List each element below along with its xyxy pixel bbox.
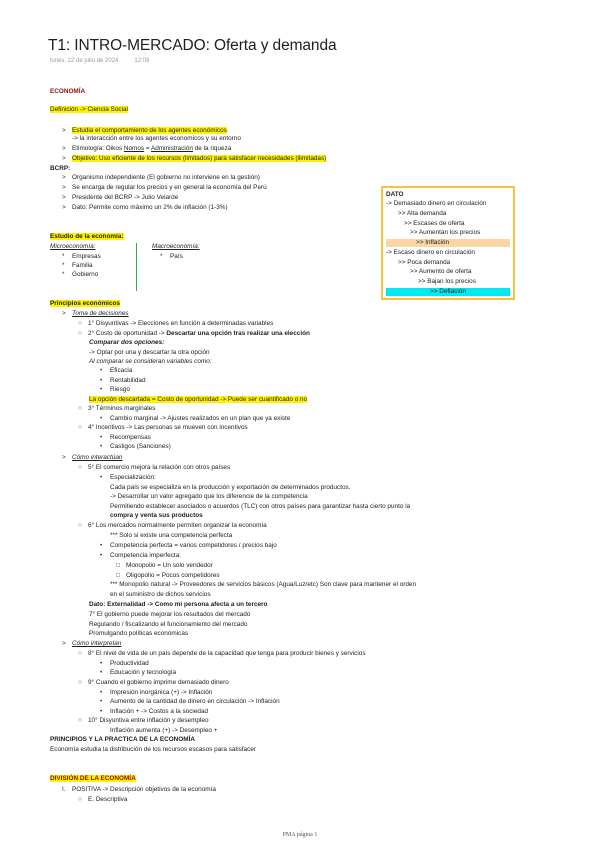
principios-text: Principios económicos (50, 300, 120, 307)
definicion-line (50, 106, 128, 114)
dinero-item: • Aumento de la cantidad de dinero en circulación -> Inflación (100, 698, 280, 705)
dato-line: -> Escaso dinero en circulación (386, 249, 475, 256)
bcrp-item: > Organismo independiente (El gobierno no interviene en la gestión) (62, 174, 260, 181)
bcrp-item-text: Se encarga de regular los precios y en general la economía del Perú (72, 184, 267, 191)
micro-item-text: Familia (72, 262, 93, 269)
inflacion-text: >> Inflación (416, 239, 450, 246)
bullet-estudia-text: Estudia el comportamiento de los agentes económicos (72, 127, 227, 134)
interpretan-heading: > Cómo interpretan (62, 640, 122, 647)
micro-item-text: Gobierno (72, 271, 99, 278)
principio-8-text: 8° El nivel de vida de un país depende de la capacidad que tenga para producir bienes y servicios (88, 650, 366, 657)
especializacion-2: -> Desarrollar un valor agregado que los diferencie de la competencia (110, 493, 308, 500)
page-date (50, 58, 149, 64)
inflacion-row (386, 239, 510, 247)
nivel-item: • Educación y tecnología (100, 669, 177, 676)
bcrp-item: > Presidente del BCRP -> Julio Velarde (62, 194, 179, 201)
principio-6-text: 6° Los mercados normalmente permiten organizar la economía (88, 522, 267, 529)
principio-5-text: 5° El comercio mejora la relación con otros países (88, 464, 231, 471)
micro-heading: Microeconomía: (50, 243, 96, 250)
division-positiva: I. POSITIVA -> Descripción objetivos de la economía (62, 786, 216, 793)
principio-10: ○ 10° Disyuntiva entre inflación y desempleo (78, 717, 209, 724)
bcrp-item-text: Organismo independiente (El gobierno no interviene en la gestión) (72, 174, 260, 181)
bullet-estudia: > Estudia el comportamiento de los agentes económicos (62, 127, 227, 134)
interpretan-text: Cómo interpretan (72, 640, 122, 647)
principio-2-variables: Al comparar se consideran variables como: (89, 358, 212, 365)
dato-line: >> Aumentan los precios (410, 229, 481, 236)
principio-2-comparar: Comparar dos opciones: (89, 339, 165, 346)
incentivo-item-text: Recompensas (110, 434, 151, 441)
time-text: 12:08 (134, 58, 150, 64)
principio-6: ○ 6° Los mercados normalmente permiten organizar la economía (78, 522, 267, 529)
variable-item-text: Eficacia (110, 367, 133, 374)
opcion-descartada (89, 396, 307, 404)
divider-line (136, 243, 137, 291)
heading-bcrp: BCRP: (50, 165, 71, 172)
practica-heading: PRINCIPIOS Y LA PRACTICA DE LA ECONOMÍA (50, 736, 195, 743)
bullet-objetivo: > Objetivo: Uso eficiente de los recursos (limitados) para satisfacer necesidades (ilimitadas) (62, 155, 327, 162)
competencia-imperfecta-text: Competencia imperfecta: (110, 552, 182, 559)
division-positiva-text: POSITIVA -> Descripción objetivos de la economía (72, 786, 216, 793)
deflacion-text: >> Deflación (430, 288, 466, 295)
bcrp-item-text: Presidente del BCRP -> Julio Velarde (72, 194, 179, 201)
nivel-item: • Productividad (100, 660, 149, 667)
micro-item-text: Empresas (72, 253, 101, 260)
principio-7-b: Promulgando políticas económicas (89, 630, 189, 637)
estudio-heading (50, 233, 124, 241)
etimologia-b: Nomos (123, 145, 145, 152)
definicion-text: Definición -> Ciencia Social (50, 106, 128, 113)
principio-8: ○ 8° El nivel de vida de un país depende de la capacidad que tenga para producir bienes y servicios (78, 650, 366, 657)
page-title: T1: INTRO-MERCADO: Oferta y demanda (48, 37, 337, 54)
monopolio-item: □ Monopolio = Un solo vendedor (116, 562, 213, 569)
objetivo-text: Objetivo: Uso eficiente de los recursos (limitados) para satisfacer necesidades (ilimitadas) (72, 155, 327, 162)
competencia-perfecta-text: Competencia perfecta = varios competidores / precios bajo (110, 542, 277, 549)
principio-3-item-text: Cambio marginal -> Ajustes realizados en un plan que ya existe (110, 415, 291, 422)
bcrp-item-text: Dato: Permite como máximo un 2% de inflación (1-3%) (72, 204, 228, 211)
dato-line: >> Bajan los precios (418, 278, 476, 285)
etimologia-e: de la riqueza (192, 145, 232, 152)
dinero-item: • Inflación + -> Costos a la sociedad (100, 708, 209, 715)
deflacion-highlight (386, 288, 510, 296)
division-heading (50, 775, 136, 783)
dinero-item-text: Aumento de la cantidad de dinero en circulación -> Inflación (110, 698, 280, 705)
monopolio-natural-2: en el suministro de dichos servicios (110, 591, 211, 598)
principio-3: ○ 3° Términos marginales (78, 405, 156, 412)
oligopolio-text: Oligopolio = Pocos competidores (126, 572, 220, 579)
macro-heading: Macroeconomía: (152, 243, 200, 250)
etimologia-d: Administración (151, 145, 193, 152)
dinero-item: • Impresión inorgánica (+) -> Inflación (100, 689, 213, 696)
principio-4: ○ 4° Incentivos -> Las personas se mueven con incentivos (78, 424, 248, 431)
page-footer: PMA página 1 (282, 832, 318, 838)
division-descriptiva-text: E. Descriptiva (88, 796, 128, 803)
principio-7: 7° El gobierno puede mejorar los resultados del mercado (89, 611, 251, 618)
dinero-item-text: Inflación + -> Costos a la sociedad (110, 708, 209, 715)
principio-3-text: 3° Términos marginales (88, 405, 156, 412)
incentivo-item: • Recompensas (100, 434, 151, 441)
heading-economia: ECONOMÍA (50, 88, 86, 95)
variable-item: • Rentabilidad (100, 377, 146, 384)
principio-2-b: Descartar una opción tras realizar una elección (166, 330, 310, 337)
division-descriptiva: ○ E. Descriptiva (78, 796, 128, 803)
micro-item: * Familia (62, 262, 93, 269)
principio-10-text: 10° Disyuntiva entre inflación y desempleo (88, 717, 209, 724)
principio-1-text: 1° Disyuntivas -> Elecciones en función a determinadas variables (88, 320, 274, 327)
competencia-imperfecta: • Competencia imperfecta: (100, 552, 182, 559)
dato-line: >> Alta demanda (398, 210, 447, 217)
principio-9-text: 9° Cuando el gobierno imprime demasiado dinero (88, 679, 229, 686)
etimologia-c: = (144, 145, 152, 152)
toma-text: Toma de decisiones (72, 310, 129, 317)
estudio-text: Estudio de la economía: (50, 233, 124, 240)
etimologia-a: Etimología: Oikos (72, 145, 124, 152)
micro-item: * Empresas (62, 253, 101, 260)
toma-heading: > Toma de decisiones (62, 310, 129, 317)
principios-heading (50, 300, 120, 308)
dato-line: >> Aumento de oferta (410, 268, 472, 275)
oligopolio-item: □ Oligopolio = Pocos competidores (116, 572, 220, 579)
interactuan-heading: > Cómo interactúan (62, 454, 123, 461)
micro-item: * Gobierno (62, 271, 99, 278)
bullet-estudia-sub: -> la interacción entre los agentes economicos y su entorno (72, 135, 241, 142)
especializacion-1: Cada país se especializa en la producción y exportación de determinados productos. (110, 484, 351, 491)
bcrp-item: > Se encarga de regular los precios y en general la economía del Perú (62, 184, 267, 191)
especializacion-3: Permitiendo establecer asociados o acuerdos (TLC) con otros países para garantizar hasta cierto punto la (110, 503, 411, 510)
dato-line: -> Demasiado dinero en circulación (386, 200, 487, 207)
principio-2-a: 2° Costo de oportunidad -> (88, 330, 167, 337)
competencia-note: *** Solo si existe una competencia perfecta (110, 532, 233, 539)
dato-line: >> Escases de oferta (404, 220, 465, 227)
interactuan-text: Cómo interactúan (72, 454, 123, 461)
monopolio-text: Monopolio = Un solo vendedor (126, 562, 213, 569)
especializacion: • Especialización: (100, 474, 156, 481)
dato-title: DATO (386, 191, 404, 198)
variable-item-text: Rentabilidad (110, 377, 146, 384)
variable-item-text: Riesgo (110, 386, 130, 393)
deflacion-row (386, 288, 510, 296)
incentivo-item: • Castigos (Sanciones) (100, 443, 171, 450)
principio-1: ○ 1° Disyuntivas -> Elecciones en función a determinadas variables (78, 320, 274, 327)
especializacion-4: compra y venta sus productos (110, 512, 203, 519)
macro-item: * País (160, 253, 183, 260)
incentivo-item-text: Castigos (Sanciones) (110, 443, 171, 450)
variable-item: • Eficacia (100, 367, 133, 374)
dato-line: >> Poca demanda (398, 259, 451, 266)
practica-text: Economía estudia la distribución de los recursos escasos para satisfacer (50, 746, 257, 753)
inflacion-highlight (386, 239, 510, 247)
principio-10-a: Inflación aumenta (+) -> Desempleo + (110, 727, 218, 734)
variable-item: • Riesgo (100, 386, 130, 393)
principio-2: ○ 2° Costo de oportunidad -> Descartar una opción tras realizar una elección (78, 330, 310, 337)
especializacion-text: Especialización: (110, 474, 156, 481)
principio-5: ○ 5° El comercio mejora la relación con otros países (78, 464, 231, 471)
principio-2-optar: -> Optar por una y descartar la otra opción (89, 349, 210, 356)
principio-3-item: • Cambio marginal -> Ajustes realizados en un plan que ya existe (100, 415, 291, 422)
bcrp-item: > Dato: Permite como máximo un 2% de inflación (1-3%) (62, 204, 228, 211)
division-text: DIVISIÓN DE LA ECONOMÍA (50, 775, 136, 782)
principio-9: ○ 9° Cuando el gobierno imprime demasiado dinero (78, 679, 229, 686)
macro-item-text: País (170, 253, 183, 260)
dinero-item-text: Impresión inorgánica (+) -> Inflación (110, 689, 213, 696)
principio-7-a: Regulando / fiscalizando el funcionamiento del mercado (89, 621, 248, 628)
externalidad: Dato: Externalidad -> Como mi persona afecta a un tercero (89, 601, 268, 608)
bullet-etimologia: > Etimología: Oikos Nomos = Administración de la riqueza (62, 145, 232, 152)
competencia-perfecta: • Competencia perfecta = varios competidores / precios bajo (100, 542, 277, 549)
principio-4-text: 4° Incentivos -> Las personas se mueven con incentivos (88, 424, 248, 431)
nivel-item-text: Educación y tecnología (110, 669, 177, 676)
monopolio-natural: *** Monopolio natural -> Proveedores de servicios básicos (Agua/Luz/etc) Son clave para mantener el orden (110, 581, 417, 588)
opcion-descartada-text: La opción descartada = Costo de oportunidad -> Puede ser cuantificado o no (89, 396, 308, 403)
date-text: lunes, 22 de julio de 2024 (50, 58, 119, 64)
nivel-item-text: Productividad (110, 660, 149, 667)
